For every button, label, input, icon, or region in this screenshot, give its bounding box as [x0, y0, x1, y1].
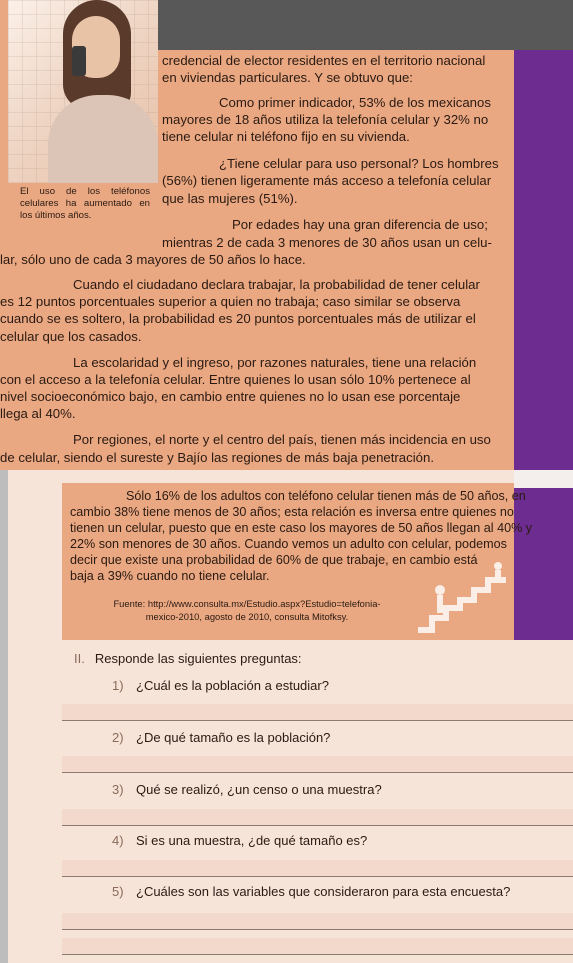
text-line: nivel socioeconómico bajo, en cambio entre quienes no lo usan ese porcentaje: [0, 389, 461, 404]
answer-line-2[interactable]: [62, 756, 573, 773]
answer-line-1[interactable]: [62, 704, 573, 721]
text-line: celular que los casados.: [0, 329, 142, 344]
section-number: II.: [74, 651, 85, 666]
box-line: baja a 39% cuando no tiene celular.: [70, 569, 270, 583]
text-line: que las mujeres (51%).: [162, 191, 298, 206]
text-line: tiene celular ni teléfono fijo en su vivienda.: [162, 129, 410, 144]
box-line: cambio 38% tiene menos de 30 años; esta relación es inversa entre quienes no: [70, 505, 514, 519]
woman-on-phone-photo: [8, 0, 158, 183]
text-line: La escolaridad y el ingreso, por razones naturales, tiene una relación: [73, 355, 477, 370]
text-line: en viviendas particulares. Y se obtuvo que:: [162, 70, 413, 85]
answer-line-5a[interactable]: [62, 913, 573, 930]
box-line: tienen un celular, puesto que en este caso los mayores de 50 años llegan al 40% y: [70, 521, 533, 535]
photo-caption: El uso de los teléfonos celulares ha aumentado en los últimos años.: [20, 186, 150, 221]
box-line: 22% son menores de 30 años. Cuando vemos un adulto con celular, podemos: [70, 537, 507, 551]
section-title-text: Responde las siguientes preguntas:: [94, 651, 302, 666]
section-title: [74, 651, 302, 666]
top-dark-bar: [100, 0, 573, 50]
text-line: Cuando el ciudadano declara trabajar, la probabilidad de tener celular: [73, 277, 480, 292]
phone-icon: [72, 46, 86, 76]
text-line: credencial de elector residentes en el territorio nacional: [162, 53, 486, 68]
text-line: (56%) tienen ligeramente más acceso a telefonía celular: [162, 173, 492, 188]
answer-line-3[interactable]: [62, 809, 573, 826]
answer-line-4[interactable]: [62, 860, 573, 877]
question-5: 5) ¿Cuáles son las variables que consideraron para esta encuesta?: [112, 884, 511, 899]
question-2: 2) ¿De qué tamaño es la población?: [112, 730, 331, 745]
box-line: Sólo 16% de los adultos con teléfono celular tienen más de 50 años, en: [126, 489, 526, 503]
text-line: cuando se es soltero, la probabilidad es 20 puntos porcentuales más de utilizar el: [0, 311, 476, 326]
answer-line-5b[interactable]: [62, 938, 573, 955]
question-1: 1) ¿Cuál es la población a estudiar?: [112, 678, 329, 693]
text-line: lar, sólo uno de cada 3 mayores de 50 años lo hace.: [0, 252, 306, 267]
band-gap: [514, 470, 573, 488]
text-line: de celular, siendo el sureste y Bajío las regiones de más baja penetración.: [0, 450, 434, 465]
question-4: 4) Si es una muestra, ¿de qué tamaño es?: [112, 833, 368, 848]
source-line: mexico-2010, agosto de 2010, consulta Mitofksy.: [145, 611, 349, 622]
text-line: es 12 puntos porcentuales superior a quien no trabaja; caso similar se observa: [0, 294, 461, 309]
text-line: Como primer indicador, 53% de los mexicanos: [219, 95, 491, 110]
box-line: decir que existe una probabilidad de 60% de que trabaje, en cambio está: [70, 553, 478, 567]
text-line: ¿Tiene celular para uso personal? Los hombres: [219, 156, 499, 171]
question-3: 3) Qué se realizó, ¿un censo o una muestra?: [112, 782, 382, 797]
purple-side-band: [514, 50, 573, 640]
text-line: con el acceso a la telefonía celular. Entre quienes lo usan sólo 10% pertenece al: [0, 372, 471, 387]
text-line: mientras 2 de cada 3 menores de 30 años usan un celu-: [162, 235, 492, 250]
rising-stairs-icon: [410, 560, 514, 640]
text-line: llega al 40%.: [0, 406, 76, 421]
text-line: mayores de 18 años utiliza la telefonía celular y 32% no: [162, 112, 489, 127]
text-line: Por regiones, el norte y el centro del país, tienen más incidencia en uso: [73, 432, 491, 447]
source-line: Fuente: http://www.consulta.mx/Estudio.aspx?Estudio=telefonia-: [113, 598, 381, 609]
text-line: Por edades hay una gran diferencia de uso;: [232, 217, 488, 232]
